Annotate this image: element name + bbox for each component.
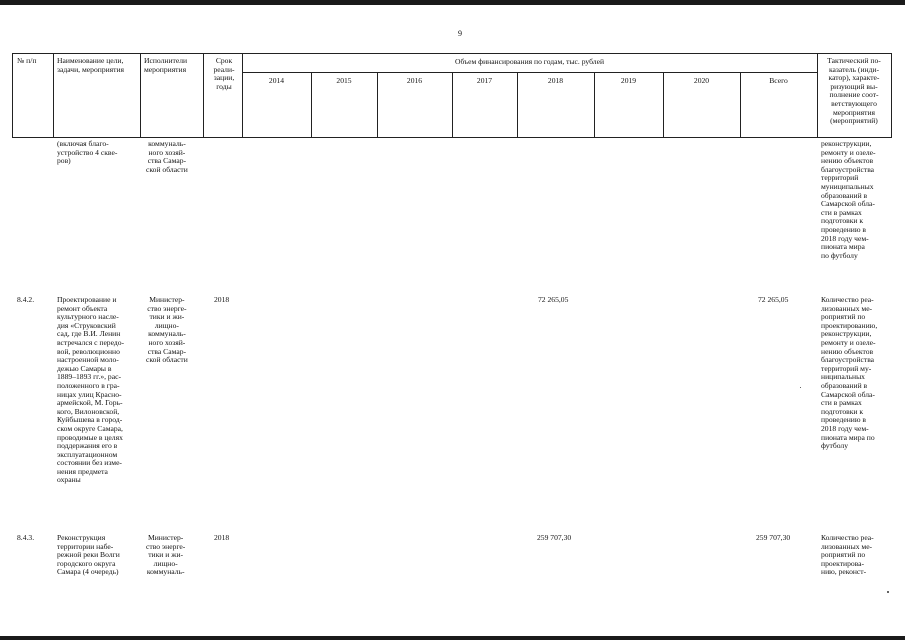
row-num: 8.4.3.: [17, 533, 35, 542]
row-executors: Министер- ство энерге- тики и жи- лищно- коммуналь-: [146, 533, 186, 577]
header-top-line: [12, 53, 892, 54]
row-name: Проектирование и ремонт объекта культурного насле- дия «Струковский сад, где В.И. Ленин встречался с передо- вой, революционно настроенной моло- дежью Самары в 1889–1893 гг.», рас- положенного в гра- ницах улиц Красно- армейской, М. Горь- кого, Вилоновской, Куйбышева в город- ском округе Самара, проводимые в целях поддержания его в эксплуатационном состоянии без изме- нения предмета охраны: [57, 295, 125, 485]
header-executors: Исполнители мероприятия: [144, 56, 188, 74]
header-year-2016: 2016: [406, 76, 423, 85]
years-top-line: [242, 72, 817, 73]
row-indicator: Количество реа- лизованных ме- роприятий по проектирова- нию, реконст-: [821, 533, 874, 577]
row-name: Реконструкция территории набе- режной реки Волги городского округа Самара (4 очередь): [57, 533, 120, 577]
header-name: Наименование цели, задачи, мероприятия: [57, 56, 125, 74]
row-executors: коммуналь- ного хозяй- ства Самар- ской области: [146, 139, 188, 174]
bottom-border: [0, 636, 905, 640]
row-term: 2018: [214, 295, 230, 304]
row-value-2018: 72 265,05: [538, 295, 569, 304]
header-num: № п/п: [17, 56, 37, 65]
col-line: [891, 53, 892, 138]
header-term: Срок реали- зации, годы: [213, 56, 235, 91]
header-year-2018: 2018: [547, 76, 564, 85]
header-finance: Объем финансирования по годам, тыс. рублей: [454, 57, 605, 66]
header-year-2020: 2020: [693, 76, 710, 85]
col-line: [203, 53, 204, 138]
row-indicator: Количество реа- лизованных ме- роприятий по проектированию, реконструкции, ремонту и озеле- нению объектов благоустройства территорий му- ниципальных образований в Самарской обла- сти в рамках подготовки к проведению в 2018 году чем- пионата мира по футболу: [821, 295, 878, 451]
col-line: [12, 53, 13, 138]
scan-speck: [800, 387, 801, 388]
row-num: 8.4.2.: [17, 295, 35, 304]
row-term: 2018: [214, 533, 230, 542]
col-line: [140, 53, 141, 138]
page-number: 9: [458, 29, 462, 38]
header-year-2015: 2015: [336, 76, 352, 85]
header-total: Всего: [769, 76, 788, 85]
scan-speck: [887, 591, 889, 593]
header-year-2017: 2017: [476, 76, 493, 85]
row-name: (включая благо- устройство 4 скве- ров): [57, 139, 118, 166]
row-value-total: 72 265,05: [758, 295, 789, 304]
row-value-2018: 259 707,30: [537, 533, 572, 542]
header-year-2019: 2019: [620, 76, 637, 85]
header-year-2014: 2014: [268, 76, 285, 85]
header-indicator: Тактический по- казатель (инди- катор), характе- ризующий вы- полнение соот- ветствующего мероприятия (мероприятий): [827, 56, 881, 126]
row-value-total: 259 707,30: [756, 533, 791, 542]
row-executors: Министер- ство энерге- тики и жи- лищно- коммуналь- ного хозяй- ства Самар- ской области: [146, 295, 188, 365]
row-indicator: реконструкции, ремонту и озеле- нению объектов благоустройства территорий муниципальных образований в Самарской обла- сти в рамках подготовки к проведению в 2018 году чем- пионата мира по футболу: [821, 139, 876, 260]
top-border: [0, 0, 905, 5]
col-line: [53, 53, 54, 138]
